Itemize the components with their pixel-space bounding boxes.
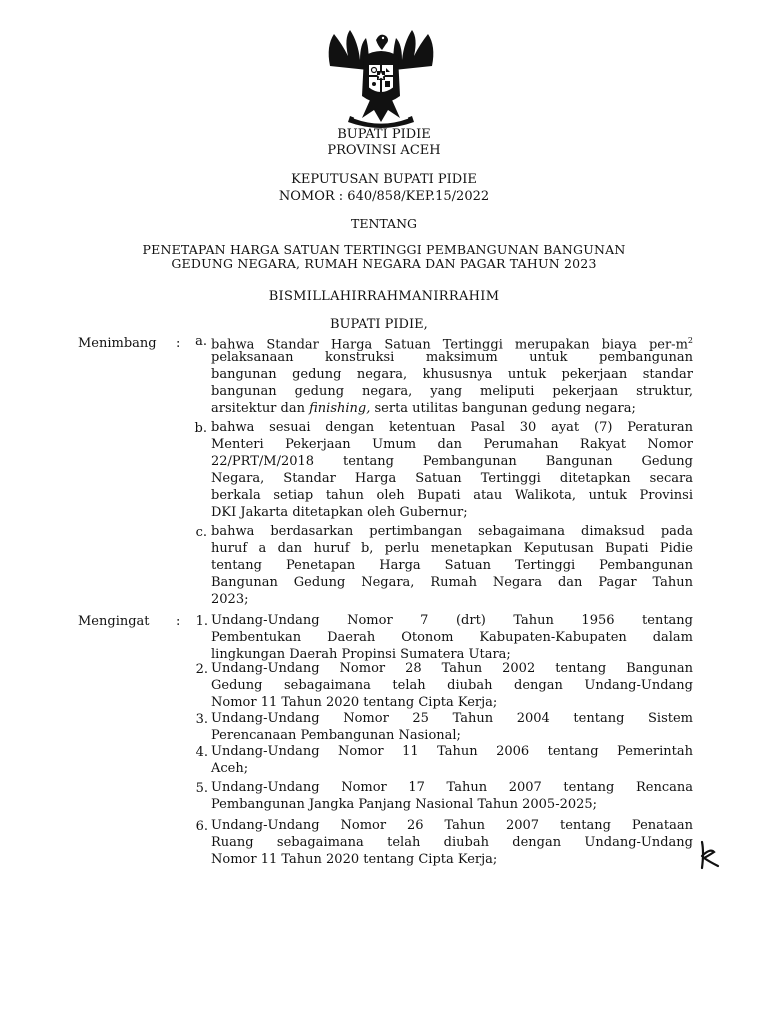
issuer-line: BUPATI PIDIE, bbox=[330, 317, 428, 332]
text-line: Ruang sebagaimana telah diubah dengan Undang-Undang bbox=[211, 835, 693, 850]
mengingat-item-2 bbox=[211, 660, 693, 711]
text-line: Gedung sebagaimana telah diubah dengan Undang-Undang bbox=[211, 678, 693, 693]
subject-line-2: GEDUNG NEGARA, RUMAH NEGARA DAN PAGAR TAHUN 2023 bbox=[171, 256, 597, 271]
mengingat-item-1 bbox=[211, 612, 693, 663]
decree-subject bbox=[0, 243, 768, 271]
text-line: Undang-Undang Nomor 17 Tahun 2007 tentang Rencana bbox=[211, 780, 693, 795]
text-line: Nomor 11 Tahun 2020 tentang Cipta Kerja; bbox=[211, 695, 498, 710]
text-line: DKI Jakarta ditetapkan oleh Gubernur; bbox=[211, 505, 468, 520]
text-line bbox=[211, 400, 693, 417]
mengingat-marker-5: 5. bbox=[195, 781, 208, 796]
text-line: Undang-Undang Nomor 25 Tahun 2004 tentang Sistem bbox=[211, 711, 693, 726]
mengingat-colon: : bbox=[176, 614, 181, 629]
italic-term: finishing, bbox=[309, 401, 371, 416]
mengingat-label: Mengingat bbox=[78, 614, 150, 629]
mengingat-marker-4: 4. bbox=[195, 745, 208, 760]
text-line: bangunan gedung negara, yang meliputi pekerjaan struktur, bbox=[211, 384, 693, 399]
decree-heading bbox=[0, 171, 768, 205]
mengingat-marker-1: 1. bbox=[195, 614, 208, 629]
text-line: Menteri Pekerjaan Umum dan Perumahan Rakyat Nomor bbox=[211, 437, 693, 452]
text-fragment: bahwa Standar Harga Satuan Tertinggi merupakan biaya per-m bbox=[211, 337, 688, 353]
text-line: Undang-Undang Nomor 28 Tahun 2002 tentang Bangunan bbox=[211, 661, 693, 676]
text-line: berkala setiap tahun oleh Bupati atau Walikota, untuk Provinsi bbox=[211, 488, 693, 503]
text-line: bahwa sesuai dengan ketentuan Pasal 30 ayat (7) Peraturan bbox=[211, 420, 693, 435]
mengingat-item-6 bbox=[211, 817, 693, 868]
text-line: Pembentukan Daerah Otonom Kabupaten-Kabupaten dalam bbox=[211, 630, 693, 645]
text-line: tentang Penetapan Harga Satuan Tertinggi Pembangunan bbox=[211, 558, 693, 573]
subject-line-1: PENETAPAN HARGA SATUAN TERTINGGI PEMBANGUNAN BANGUNAN bbox=[142, 242, 626, 257]
text-line: huruf a dan huruf b, perlu menetapkan Keputusan Bupati Pidie bbox=[211, 541, 693, 556]
superscript: 2 bbox=[687, 336, 693, 345]
menimbang-marker-a: a. bbox=[195, 334, 207, 349]
garuda-pancasila-emblem-icon bbox=[320, 26, 442, 130]
text-line: Undang-Undang Nomor 7 (drt) Tahun 1956 tentang bbox=[211, 613, 693, 628]
text-fragment: arsitektur dan bbox=[211, 401, 305, 416]
text-fragment: serta utilitas bangunan gedung negara; bbox=[374, 401, 636, 416]
text-line: Negara, Standar Harga Satuan Tertinggi ditetapkan secara bbox=[211, 471, 693, 486]
mengingat-marker-6: 6. bbox=[195, 819, 208, 834]
menimbang-marker-c: c. bbox=[195, 525, 207, 540]
text-line: lingkungan Daerah Propinsi Sumatera Utara; bbox=[211, 647, 511, 662]
text-line: pelaksanaan konstruksi maksimum untuk pembangunan bbox=[211, 350, 693, 365]
text-line: Undang-Undang Nomor 11 Tahun 2006 tentang Pemerintah bbox=[211, 744, 693, 759]
mengingat-marker-2: 2. bbox=[195, 662, 208, 677]
mengingat-item-3 bbox=[211, 710, 693, 744]
paraf-initial-icon bbox=[692, 838, 722, 874]
text-line: Undang-Undang Nomor 26 Tahun 2007 tentang Penataan bbox=[211, 818, 693, 833]
text-line: 22/PRT/M/2018 tentang Pembangunan Bangunan Gedung bbox=[211, 454, 693, 469]
menimbang-label: Menimbang bbox=[78, 336, 157, 351]
about-heading: TENTANG bbox=[350, 216, 417, 231]
office-line-regent: BUPATI PIDIE bbox=[337, 127, 431, 142]
basmalah: BISMILLAHIRRAHMANIRRAHIM bbox=[268, 289, 500, 304]
office-heading bbox=[0, 127, 768, 159]
decree-number: NOMOR : 640/858/KEP.15/2022 bbox=[278, 189, 490, 204]
menimbang-item-a bbox=[211, 332, 693, 417]
menimbang-item-b bbox=[211, 419, 693, 521]
text-line: 2023; bbox=[211, 592, 249, 607]
menimbang-item-c bbox=[211, 523, 693, 608]
text-line: bangunan gedung negara, khususnya untuk pekerjaan standar bbox=[211, 367, 693, 382]
mengingat-marker-3: 3. bbox=[195, 712, 208, 727]
menimbang-marker-b: b. bbox=[194, 421, 207, 436]
mengingat-item-4 bbox=[211, 743, 693, 777]
text-line: bahwa berdasarkan pertimbangan sebagaimana dimaksud pada bbox=[211, 524, 693, 539]
mengingat-item-5 bbox=[211, 779, 693, 813]
text-line: Pembangunan Jangka Panjang Nasional Tahun 2005-2025; bbox=[211, 797, 598, 812]
text-line bbox=[211, 332, 693, 353]
text-line: Bangunan Gedung Negara, Rumah Negara dan Pagar Tahun bbox=[211, 575, 693, 590]
text-line: Aceh; bbox=[211, 761, 249, 776]
text-line: Nomor 11 Tahun 2020 tentang Cipta Kerja; bbox=[211, 852, 498, 867]
menimbang-colon: : bbox=[176, 336, 181, 351]
text-line: Perencanaan Pembangunan Nasional; bbox=[211, 728, 461, 743]
decree-title: KEPUTUSAN BUPATI PIDIE bbox=[291, 172, 477, 187]
office-line-province: PROVINSI ACEH bbox=[327, 143, 441, 158]
